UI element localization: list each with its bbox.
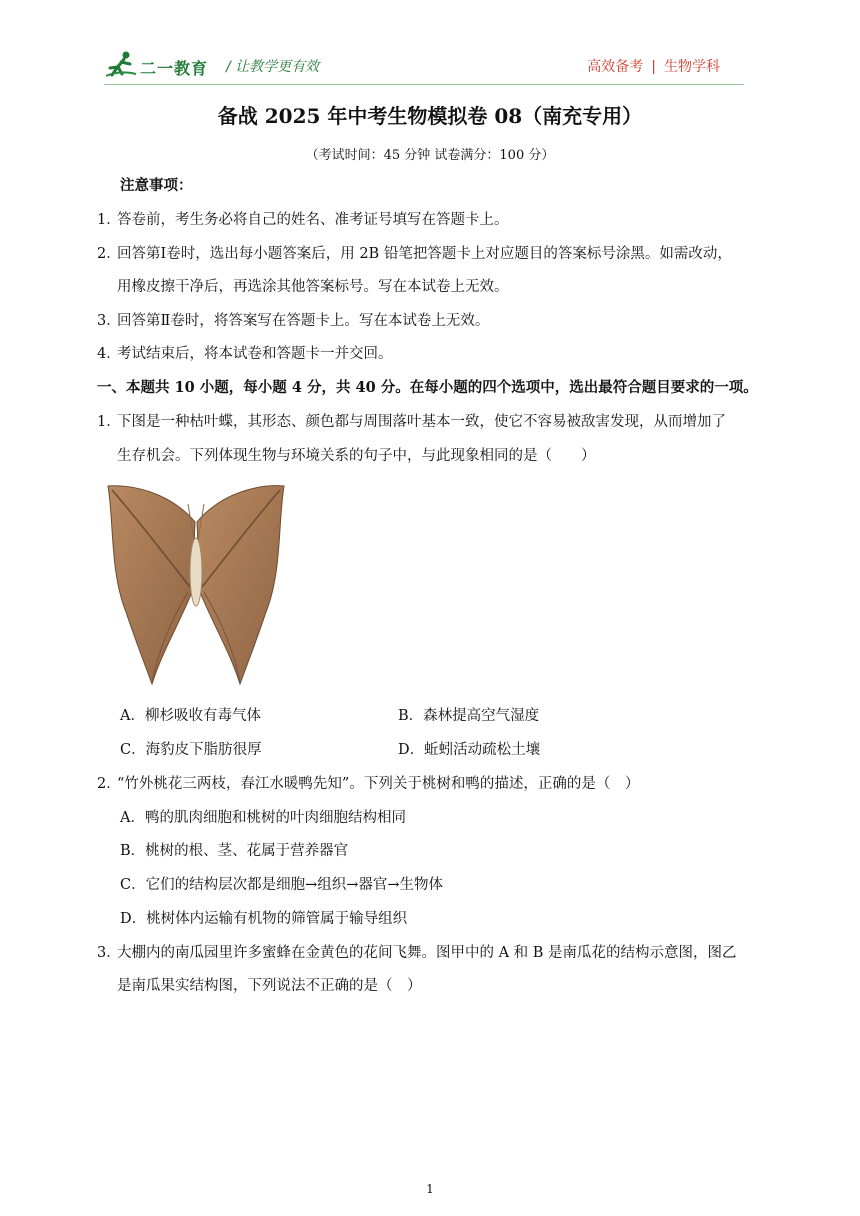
page-title: 备战 2025 年中考生物模拟卷 08（南充专用）: [217, 104, 643, 128]
header-tag-separator: |: [651, 59, 656, 75]
q2-option-c: C．它们的结构层次都是细胞→组织→器官→生物体: [120, 877, 444, 893]
brand-slogan: / 让教学更有效: [226, 59, 320, 75]
brand-name: 二一教育: [140, 59, 209, 78]
q2-option-a: A．鸭的肌肉细胞和桃树的叶肉细胞结构相同: [120, 810, 406, 826]
q1-option-b: B．森林提高空气湿度: [398, 708, 540, 724]
header-rule: [104, 84, 744, 85]
question-2: 2．“竹外桃花三两枝，春江水暖鸭先知”。下列关于桃树和鸭的描述，正确的是（ ）: [97, 776, 640, 792]
question-3: 3．大棚内的南瓜园里许多蜜蜂在金黄色的花间飞舞。图甲中的 A 和 B 是南瓜花的结构示意图，图乙: [97, 945, 737, 961]
runner-logo-icon: [104, 50, 138, 78]
notice-item: 3．回答第Ⅱ卷时，将答案写在答题卡上。写在本试卷上无效。: [97, 313, 490, 329]
section-heading: 一、本题共 10 小题，每小题 4 分，共 40 分。在每小题的四个选项中，选出最符合题目要求的一项。: [97, 379, 758, 396]
notice-item: 4．考试结束后，将本试卷和答题卡一并交回。: [97, 346, 393, 362]
question-3-continued: 是南瓜果实结构图，下列说法不正确的是（ ）: [117, 978, 422, 994]
q1-option-c: C．海豹皮下脂肪很厚: [120, 742, 262, 758]
header-right-tag: [587, 56, 720, 76]
header-tag-right: 生物学科: [664, 59, 720, 75]
question-1-continued: 生存机会。下列体现生物与环境关系的句子中，与此现象相同的是（ ）: [117, 448, 596, 464]
q1-option-a: A．柳杉吸收有毒气体: [120, 708, 261, 724]
dead-leaf-butterfly-image: [100, 482, 290, 687]
notice-item-continued: 用橡皮擦干净后，再选涂其他答案标号。写在本试卷上无效。: [117, 279, 509, 295]
page-number: 1: [426, 1182, 434, 1196]
q1-option-d: D．蚯蚓活动疏松土壤: [398, 742, 541, 758]
page-header: [104, 44, 744, 84]
q2-option-b: B．桃树的根、茎、花属于营养器官: [120, 843, 349, 859]
header-tag-left: 高效备考: [587, 59, 644, 75]
notice-heading: 注意事项：: [120, 177, 193, 194]
q2-option-d: D．桃树体内运输有机物的筛管属于输导组织: [120, 911, 408, 927]
exam-info: （考试时间：45 分钟 试卷满分：100 分）: [305, 148, 555, 163]
notice-item: 1．答卷前，考生务必将自己的姓名、准考证号填写在答题卡上。: [97, 212, 509, 228]
question-1: 1．下图是一种枯叶蝶，其形态、颜色都与周围落叶基本一致，使它不容易被敌害发现，从而增加了: [97, 414, 726, 430]
notice-item: 2．回答第Ⅰ卷时，选出每小题答案后，用 2B 铅笔把答题卡上对应题目的答案标号涂黑。如需改动，: [97, 246, 732, 262]
